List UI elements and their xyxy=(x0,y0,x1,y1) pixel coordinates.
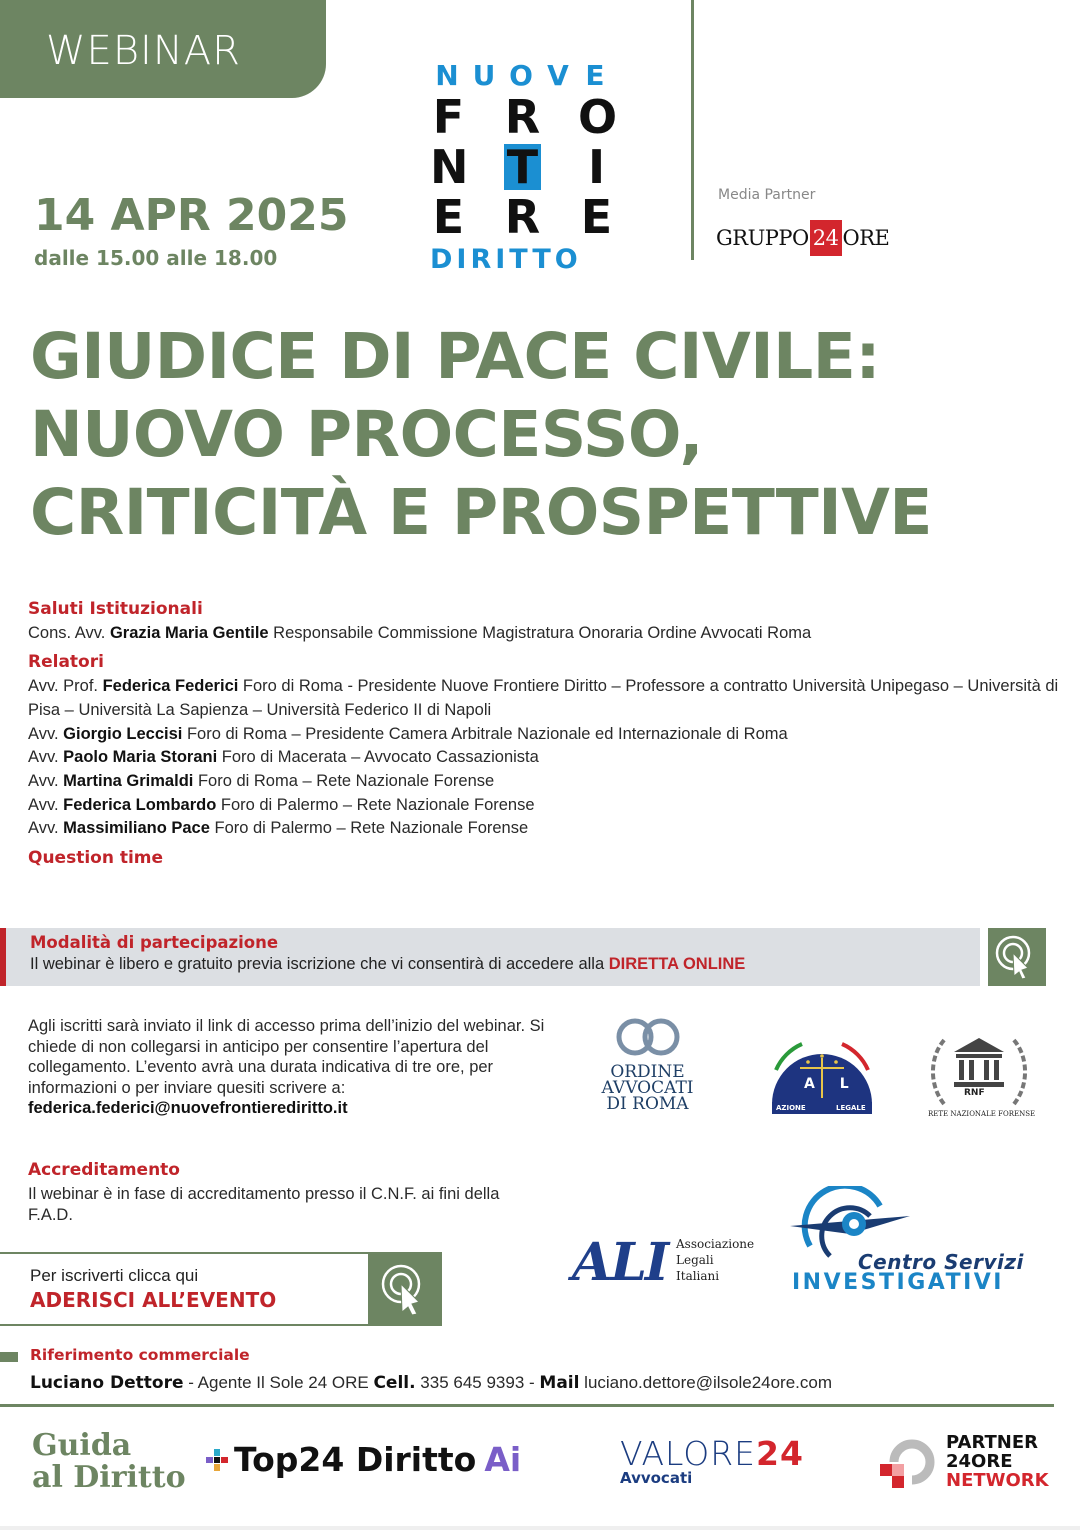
ordine-avvocati-roma-logo: ORDINE AVVOCATI DI ROMA xyxy=(590,1018,705,1130)
logo-row-ere: E R E xyxy=(432,190,613,244)
relatori-heading: Relatori xyxy=(28,652,104,673)
nuove-frontiere-logo xyxy=(430,59,618,275)
accreditamento-text: Il webinar è in fase di accreditamento presso il C.N.F. ai fini della F.A.D. xyxy=(28,1185,500,1224)
accreditamento-heading: Accreditamento xyxy=(28,1160,180,1180)
click-hand-icon[interactable] xyxy=(988,928,1046,986)
event-date: 14 APR 2025 xyxy=(34,190,349,241)
modalita-band xyxy=(0,928,980,986)
azione-legale-logo: AZIONE LEGALE A L xyxy=(762,1024,882,1116)
page-title: GIUDICE DI PACE CIVILE: NUOVO PROCESSO, CRITICITÀ E PROSPETTIVE xyxy=(30,320,932,549)
logo-row-fro: F R O xyxy=(432,90,618,144)
question-time-heading: Question time xyxy=(28,848,164,869)
contact-email[interactable]: federica.federici@nuovefrontierediritto.it xyxy=(28,1099,348,1117)
page-bottom-edge xyxy=(0,1526,1080,1530)
ali-logo: ALI Associazione Legali Italiani xyxy=(572,1232,755,1293)
info-block xyxy=(28,1016,568,1119)
rete-nazionale-forense-logo: RNF RETE NAZIONALE FORENSE xyxy=(924,1024,1034,1124)
webinar-tag: WEBINAR xyxy=(0,0,326,98)
centro-servizi-investigativi-logo: Centro Servizi INVESTIGATIVI xyxy=(790,1186,1040,1296)
media-partner-label: Media Partner xyxy=(718,187,816,203)
relatore-item: Avv. Paolo Maria Storani Foro di Macerata – Avvocato Cassazionista xyxy=(28,748,539,767)
gruppo24ore-logo: GRUPPO 24 ORE xyxy=(716,218,889,258)
riferimento-text: Luciano Dettore - Agente Il Sole 24 ORE Cell. 335 645 9393 - Mail luciano.dettore@ilsole24ore.com xyxy=(30,1373,833,1393)
partner-24ore-network-logo: PARTNER 24ORE NETWORK xyxy=(880,1432,1049,1490)
relatore-item: Avv. Federica Lombardo Foro di Palermo – Rete Nazionale Forense xyxy=(28,795,535,814)
register-button[interactable] xyxy=(0,1252,370,1326)
section-marker xyxy=(0,1352,18,1362)
register-label: Per iscriverti clicca qui xyxy=(30,1266,199,1285)
relatore-item: Avv. Massimiliano Pace Foro di Palermo – Rete Nazionale Forense xyxy=(28,819,529,838)
click-hand-icon[interactable] xyxy=(370,1252,442,1326)
modalita-text: Il webinar è libero e gratuito previa iscrizione che vi consentirà di accedere alla DIRETTA ONLINE xyxy=(30,955,746,973)
logo-row-nuove: N U O V E xyxy=(435,59,608,92)
info-text: Agli iscritti sarà inviato il link di accesso prima dell’inizio del webinar. Si chiede di non collegarsi in anticipo per consentire l’apertura del collegamento. L’evento avrà una durata indicativa di tre ore, per informazioni o per inviare quesiti scrivere a: xyxy=(28,1017,545,1097)
relatore-item: Avv. Giorgio Leccisi Foro di Roma – Presidente Camera Arbitrale Nazionale ed Internazionale di Roma xyxy=(28,724,788,743)
logo-row-diritto: DIRITTO xyxy=(430,244,582,275)
relatore-item: Avv. Prof. Federica Federici Foro di Roma - Presidente Nuove Frontiere Diritto – Professore a contratto Università Unipegaso – Università di Pisa – Università La Sapienza – Università Federico II di Napoli xyxy=(28,677,1059,719)
program-section xyxy=(28,598,1068,871)
partner-mark-icon xyxy=(880,1432,938,1490)
header-divider xyxy=(691,0,694,260)
valore24-logo: VALORE24 Avvocati xyxy=(620,1434,804,1487)
oar-knot-icon xyxy=(613,1018,683,1056)
register-cta[interactable]: ADERISCI ALL’EVENTO xyxy=(30,1288,277,1312)
saluti-item: Cons. Avv. Grazia Maria Gentile Responsabile Commissione Magistratura Onoraria Ordine Avvocati Roma xyxy=(28,623,812,642)
modalita-heading: Modalità di partecipazione xyxy=(30,933,279,952)
footer-divider xyxy=(0,1404,1054,1407)
logo-row-nti: N T I xyxy=(430,140,606,194)
top24-diritto-ai-logo: Top24 Diritto Ai xyxy=(206,1440,521,1479)
top24-mark-icon xyxy=(206,1449,228,1471)
saluti-heading: Saluti Istituzionali xyxy=(28,599,203,619)
relatore-item: Avv. Martina Grimaldi Foro di Roma – Rete Nazionale Forense xyxy=(28,771,495,790)
guida-al-diritto-logo: Guida al Diritto xyxy=(32,1428,186,1495)
event-time: dalle 15.00 alle 18.00 xyxy=(34,246,278,270)
riferimento-heading: Riferimento commerciale xyxy=(30,1346,250,1364)
